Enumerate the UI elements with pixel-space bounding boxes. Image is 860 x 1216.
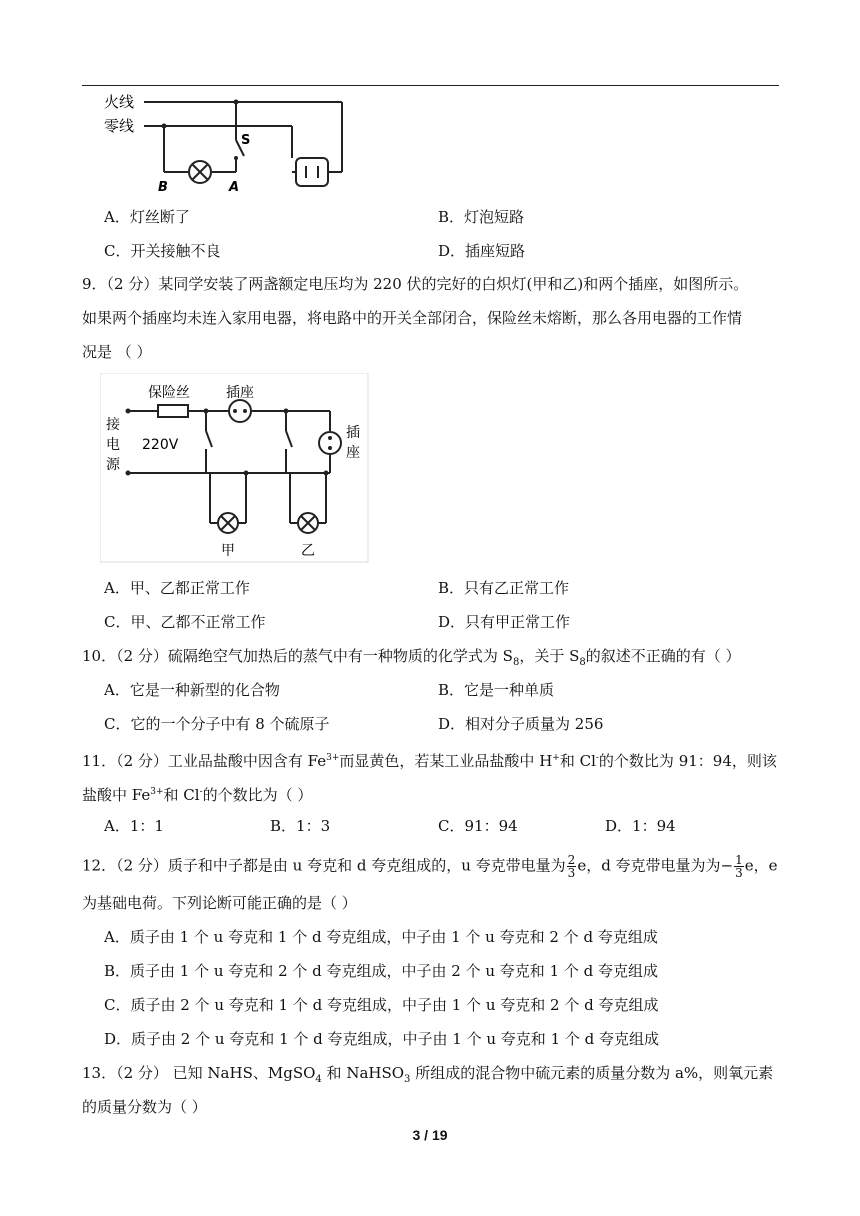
header-rule [82, 85, 779, 86]
point-b-label: B [158, 180, 168, 195]
point-a-label: A [229, 180, 240, 195]
q10-stem: 10．（2 分）硫隔绝空气加热后的蒸气中有一种物质的化学式为 $S_8$，关于 $S_8$的叙述不正确的有（ ） [82, 647, 741, 668]
fuse-label: 保险丝 [148, 385, 190, 401]
q11-stem-line1: 11．（2 分）工业品盐酸中因含有 $Fe^{3+}$而显黄色，若某工业品盐酸中 H+和 Cl-的个数比为 91：94，则该 [82, 752, 777, 770]
q8-option-a: A．灯丝断了 [104, 208, 190, 226]
q9-option-b: B．只有乙正常工作 [438, 579, 570, 597]
q12-option-d: D．质子由 2 个 u 夸克和 1 个 d 夸克组成，中子由 1 个 u 夸克和 1 个 d 夸克组成 [104, 1030, 660, 1048]
page-number: 3 / 19 [412, 1127, 448, 1143]
q11-stem-line2: 盐酸中 $Fe^{3+}$和 Cl-的个数比为（ ） [82, 786, 313, 804]
voltage-label: 220V [142, 437, 179, 453]
source-label-3: 源 [106, 457, 120, 473]
fraction-one-third: $\frac{1}{3}$ [735, 853, 743, 880]
q10-option-a: A．它是一种新型的化合物 [104, 681, 280, 699]
q12-option-a: A．质子由 1 个 u 夸克和 1 个 d 夸克组成，中子由 1 个 u 夸克和 2 个 d 夸克组成 [104, 928, 658, 946]
q11-option-b: B．1：3 [270, 817, 331, 835]
q11-option-d: D．1：94 [605, 817, 676, 835]
q11-option-c: C．91：94 [438, 817, 518, 835]
q8-option-d: D．插座短路 [438, 242, 526, 260]
lamp-jia-label: 甲 [221, 543, 235, 559]
q10-option-b: B．它是一种单质 [438, 681, 555, 699]
source-label-2: 电 [106, 437, 120, 453]
q12-stem-line2: 为基础电荷。下列论断可能正确的是（ ） [82, 894, 357, 912]
q13-stem-line2: 的质量分数为（ ） [82, 1098, 207, 1116]
q10-option-c: C．它的一个分子中有 8 个硫原子 [104, 715, 330, 733]
neutral-wire-label: 零线 [104, 117, 135, 135]
q13-stem-line1: 13．（2 分） 已知 NaHS、MgSO$_4$ 和 NaHSO$_3$ 所组成的混合物中硫元素的质量分数为 a%，则氧元素 [82, 1064, 774, 1085]
circuit-diagram-2 [100, 373, 370, 563]
q9-stem-line3: 况是 （ ） [82, 343, 152, 361]
circuit-diagram-1 [96, 88, 356, 198]
q12-option-c: C．质子由 2 个 u 夸克和 1 个 d 夸克组成，中子由 1 个 u 夸克和 2 个 d 夸克组成 [104, 996, 659, 1014]
switch-label: S [241, 133, 251, 148]
q9-option-d: D．只有甲正常工作 [438, 613, 571, 631]
q9-option-a: A．甲、乙都正常工作 [104, 579, 250, 597]
lamp-yi-label: 乙 [301, 543, 315, 559]
socket2-label-2: 座 [346, 445, 360, 461]
socket1-label: 插座 [226, 385, 254, 401]
fraction-two-thirds: $\frac{2}{3}$ [567, 853, 576, 880]
socket2-label-1: 插 [346, 425, 360, 441]
q12-option-b: B．质子由 1 个 u 夸克和 2 个 d 夸克组成，中子由 2 个 u 夸克和 1 个 d 夸克组成 [104, 962, 659, 980]
source-label-1: 接 [106, 417, 120, 433]
q8-option-c: C．开关接触不良 [104, 242, 221, 260]
q9-option-c: C．甲、乙都不正常工作 [104, 613, 266, 631]
q9-stem-line2: 如果两个插座均未连入家用电器，将电路中的开关全部闭合，保险丝未熔断，那么各用电器的工作情 [82, 309, 743, 327]
q10-option-d: D．相对分子质量为 256 [438, 715, 604, 733]
q12-stem-line1: 12．（2 分）质子和中子都是由 u 夸克和 d 夸克组成的，u 夸克带电量为 $\frac{2}{3}$ e，d 夸克带电量为为− $\frac{1}{3}$ e，e [82, 853, 778, 880]
q8-option-b: B．灯泡短路 [438, 208, 525, 226]
live-wire-label: 火线 [104, 93, 135, 111]
q9-stem-line1: 9．（2 分）某同学安装了两盏额定电压均为 220 伏的完好的白炽灯(甲和乙)和两个插座，如图所示。 [82, 275, 749, 293]
q11-option-a: A．1：1 [104, 817, 164, 835]
